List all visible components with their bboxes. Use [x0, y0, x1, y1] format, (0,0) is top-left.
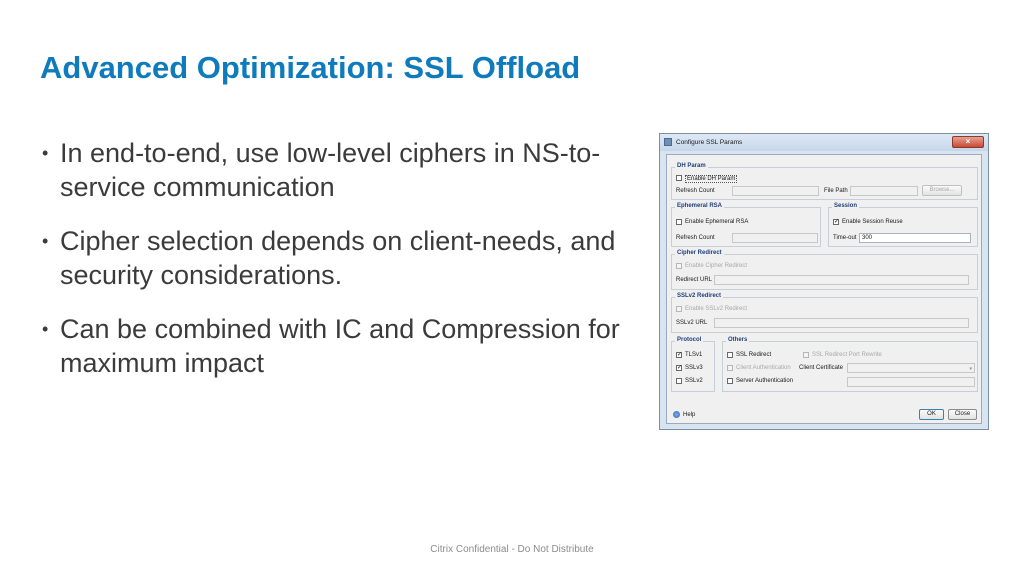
cipher-redirect-group-title: Cipher Redirect — [677, 250, 722, 256]
timeout-label: Time-out — [833, 235, 857, 241]
server-authentication-field — [847, 377, 975, 387]
bullet-marker: • — [42, 143, 49, 163]
sslv2-url-input[interactable] — [714, 318, 969, 328]
rsa-refresh-count-label: Refresh Count — [676, 235, 715, 241]
ssl-redirect-port-rewrite-checkbox[interactable] — [803, 352, 809, 358]
bullet-item — [42, 312, 642, 380]
dh-param-group-title: DH Param — [677, 163, 706, 169]
sslv3-checkbox[interactable] — [676, 365, 682, 371]
client-certificate-dropdown[interactable] — [847, 363, 975, 373]
ssl-redirect-port-rewrite-label: SSL Redirect Port Rewrite — [812, 352, 882, 358]
chevron-down-icon: ▾ — [969, 366, 972, 372]
redirect-url-input[interactable] — [714, 275, 969, 285]
cipher-redirect-group — [671, 250, 978, 290]
dialog-title: Configure SSL Params — [676, 139, 743, 146]
bullet-text: Cipher selection depends on client-needs, and security considerations. — [60, 226, 616, 290]
bullet-marker: • — [42, 319, 49, 339]
file-path-input[interactable] — [850, 186, 918, 196]
checkmark-icon: ✓ — [677, 352, 683, 358]
timeout-input[interactable]: 300 — [859, 233, 971, 243]
app-icon — [664, 138, 672, 146]
session-group-title: Session — [834, 203, 858, 209]
close-button[interactable]: Close — [948, 409, 977, 420]
file-path-label: File Path — [824, 188, 848, 194]
bullet-text: In end-to-end, use low-level ciphers in NS-to-service communication — [60, 138, 601, 202]
client-certificate-label: Client Certificate — [799, 365, 844, 371]
help-link[interactable]: Help — [683, 412, 696, 418]
slide-title: Advanced Optimization: SSL Offload — [40, 50, 581, 85]
others-group — [722, 337, 978, 392]
ssl-redirect-checkbox[interactable] — [727, 352, 733, 358]
tlsv1-label: TLSv1 — [685, 352, 703, 358]
enable-dh-param-checkbox[interactable] — [676, 175, 682, 181]
ssl-redirect-label: SSL Redirect — [736, 352, 772, 358]
enable-sslv2-redirect-checkbox[interactable] — [676, 306, 682, 312]
redirect-url-label: Redirect URL — [676, 277, 713, 283]
sslv2-redirect-group — [671, 293, 978, 333]
server-authentication-checkbox[interactable] — [727, 378, 733, 384]
dh-refresh-count-label: Refresh Count — [676, 188, 715, 194]
dialog-titlebar[interactable] — [660, 134, 988, 151]
dialog-body — [666, 154, 982, 424]
enable-ephemeral-rsa-label: Enable Ephemeral RSA — [685, 219, 749, 225]
enable-sslv2-redirect-label: Enable SSLv2 Redirect — [685, 306, 748, 312]
bullet-item — [42, 224, 642, 292]
close-icon: × — [965, 137, 971, 146]
bullet-list — [42, 136, 642, 400]
close-window-button[interactable] — [952, 136, 984, 148]
footer-confidential: Citrix Confidential - Do Not Distribute — [430, 544, 594, 555]
sslv2-redirect-group-title: SSLv2 Redirect — [677, 293, 722, 299]
protocol-group-title: Protocol — [677, 337, 702, 343]
enable-dh-param-label: Enable DH Param — [687, 176, 736, 182]
configure-ssl-params-dialog — [659, 133, 989, 430]
bullet-item — [42, 136, 642, 204]
ephemeral-rsa-group — [671, 203, 821, 247]
dh-param-group — [671, 163, 978, 200]
checkmark-icon: ✓ — [677, 365, 683, 371]
session-group — [828, 203, 978, 247]
enable-ephemeral-rsa-checkbox[interactable] — [676, 219, 682, 225]
protocol-group — [671, 337, 715, 392]
sslv2-checkbox[interactable] — [676, 378, 682, 384]
enable-session-reuse-label: Enable Session Reuse — [842, 219, 903, 225]
client-authentication-checkbox[interactable] — [727, 365, 733, 371]
bullet-text: Can be combined with IC and Compression for maximum impact — [60, 314, 620, 378]
sslv2-label: SSLv2 — [685, 378, 703, 384]
enable-cipher-redirect-label: Enable Cipher Redirect — [685, 263, 748, 269]
sslv3-label: SSLv3 — [685, 365, 703, 371]
client-authentication-label: Client Authentication — [736, 365, 791, 371]
bullet-marker: • — [42, 231, 49, 251]
others-group-title: Others — [728, 337, 748, 343]
browse-button[interactable]: Browse... — [922, 185, 962, 196]
enable-cipher-redirect-checkbox[interactable] — [676, 263, 682, 269]
checkmark-icon: ✓ — [834, 219, 840, 225]
tlsv1-checkbox[interactable] — [676, 352, 682, 358]
sslv2-url-label: SSLv2 URL — [676, 320, 708, 326]
help-icon[interactable] — [673, 411, 680, 418]
dh-refresh-count-input[interactable] — [732, 186, 819, 196]
rsa-refresh-count-input[interactable] — [732, 233, 818, 243]
ok-button[interactable]: OK — [919, 409, 944, 420]
server-authentication-label: Server Authentication — [736, 378, 794, 384]
ephemeral-rsa-group-title: Ephemeral RSA — [677, 203, 723, 209]
enable-session-reuse-checkbox[interactable] — [833, 219, 839, 225]
